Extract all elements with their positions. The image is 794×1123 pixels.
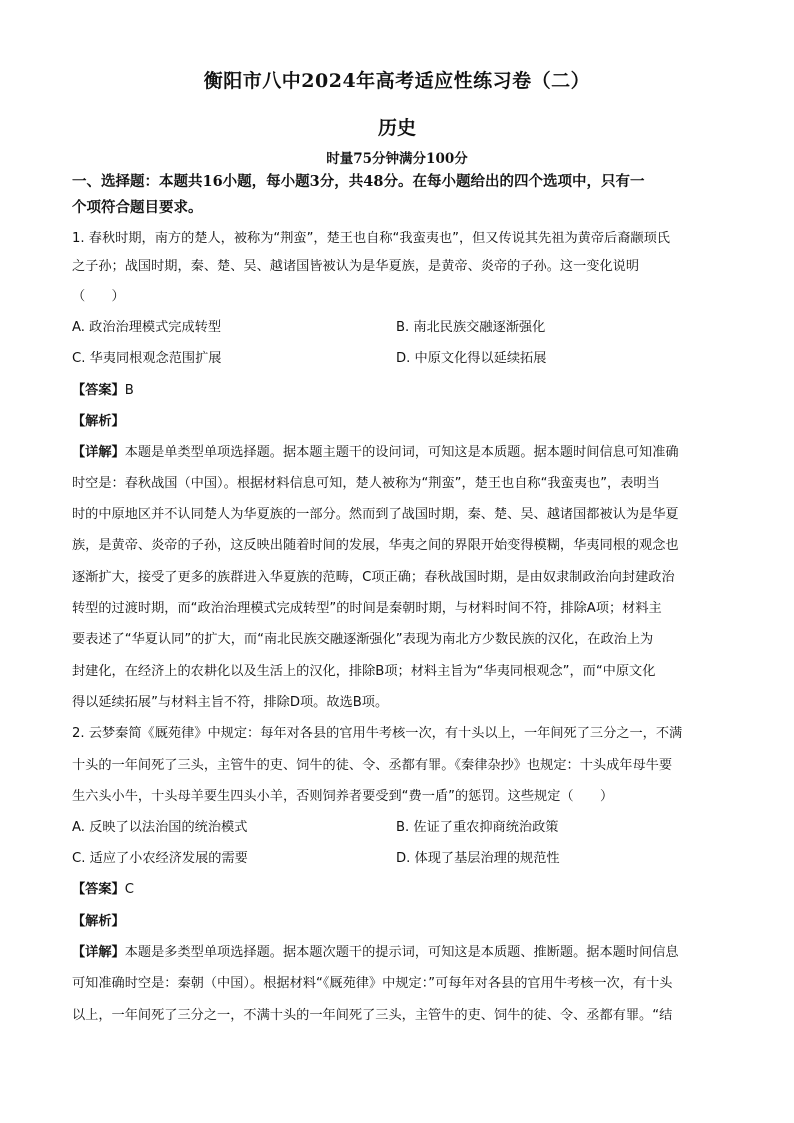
q1-detail-line-4: 族，是黄帝、炎帝的子孙，这反映出随着时间的发展，华夷之间的界限开始变得模糊，华夷同根的观念也 bbox=[72, 538, 679, 553]
q1-analysis-label: 【解析】 bbox=[72, 414, 125, 429]
q1-answer-label: 【答案】 bbox=[72, 383, 125, 398]
q2-option-d: D. 体现了基层治理的规范性 bbox=[396, 851, 560, 866]
subject-title: 历史 bbox=[377, 117, 416, 139]
section-heading-line-1: 一、选择题：本题共16小题，每小题3分，共48分。在每小题给出的四个选项中，只有一 bbox=[72, 173, 645, 190]
q2-stem-line-1: 2. 云梦秦简《厩苑律》中规定：每年对各县的官用牛考核一次，有十头以上，一年间死了三分之一，不满 bbox=[72, 726, 683, 741]
q1-stem-line-1: 1. 春秋时期，南方的楚人，被称为“荆蛮”，楚王也自称“我蛮夷也”，但又传说其先祖为黄帝后裔颛顼氏 bbox=[72, 231, 670, 246]
q2-answer bbox=[72, 874, 134, 905]
q1-detail-line-9: 得以延续拓展”与材料主旨不符，排除D项。故选B项。 bbox=[72, 695, 389, 710]
q2-detail-line-1: 【详解】本题是多类型单项选择题。据本题次题干的提示词，可知这是本质题、推断题。据本题时间信息 bbox=[72, 945, 679, 960]
q2-detail-label: 【详解】 bbox=[72, 945, 125, 960]
q1-detail-line-5: 逐渐扩大，接受了更多的族群进入华夏族的范畴，C项正确；春秋战国时期，是由奴隶制政治向封建政治 bbox=[72, 570, 675, 585]
section-heading-line-2: 个项符合题目要求。 bbox=[72, 199, 203, 216]
q1-analysis bbox=[72, 406, 125, 437]
q1-detail-line-7: 要表述了“华夏认同”的扩大，而“南北民族交融逐渐强化”表现为南北方少数民族的汉化，在政治上为 bbox=[72, 632, 654, 647]
q1-detail-line-1: 【详解】本题是单类型单项选择题。据本题主题干的设问词，可知这是本质题。据本题时间信息可知准确 bbox=[72, 445, 679, 460]
q2-option-a: A. 反映了以法治国的统治模式 bbox=[72, 820, 248, 835]
q2-stem-line-2: 十头的一年间死了三头，主管牛的吏、饲牛的徒、令、丞都有罪。《秦律杂抄》也规定：十头成年母牛要 bbox=[72, 758, 673, 773]
q1-detail-line-8: 封建化，在经济上的农耕化以及生活上的汉化，排除B项；材料主旨为“华夷同根观念”，而“中原文化 bbox=[72, 664, 656, 679]
q2-detail-line-2: 可知准确时空是：秦朝（中国）。根据材料“《厩苑律》中规定：”可每年对各县的官用牛考核一次，有十头 bbox=[72, 976, 673, 991]
q1-detail-line-2: 时空是：春秋战国（中国）。根据材料信息可知，楚人被称为“荆蛮”，楚王也自称“我蛮夷也”，表明当 bbox=[72, 476, 660, 491]
q1-option-a: A. 政治治理模式完成转型 bbox=[72, 320, 222, 335]
q1-detail-line-6: 转型的过渡时期，而“政治治理模式完成转型”的时间是秦朝时期，与材料时间不符，排除A项；材料主 bbox=[72, 601, 662, 616]
q2-stem-line-3: 生六头小牛，十头母羊要生四头小羊，否则饲养者要受到“费一盾”的惩罚。这些规定（ ） bbox=[72, 789, 614, 804]
q2-option-b: B. 佐证了重农抑商统治政策 bbox=[396, 820, 559, 835]
q1-answer-value: B bbox=[124, 383, 134, 398]
q2-detail-line-3: 以上，一年间死了三分之一，不满十头的一年间死了三头，主管牛的吏、饲牛的徒、令、丞都有罪。“结 bbox=[72, 1008, 673, 1023]
q2-answer-label: 【答案】 bbox=[72, 882, 125, 897]
q2-analysis bbox=[72, 906, 125, 937]
q1-detail-line-3: 时的中原地区并不认同楚人为华夏族的一部分。然而到了战国时期，秦、楚、吴、越诸国都被认为是华夏 bbox=[72, 507, 679, 522]
q1-stem-line-2: 之子孙；战国时期，秦、楚、吴、越诸国皆被认为是华夏族，是黄帝、炎帝的子孙。这一变化说明 bbox=[72, 259, 640, 274]
q1-option-c: C. 华夷同根观念范围扩展 bbox=[72, 351, 222, 366]
exam-title: 衡阳市八中2024年高考适应性练习卷（二） bbox=[203, 70, 591, 92]
q1-detail-label: 【详解】 bbox=[72, 445, 125, 460]
q1-option-d: D. 中原文化得以延续拓展 bbox=[396, 351, 547, 366]
exam-meta: 时量75分钟满分100分 bbox=[326, 151, 468, 167]
q1-answer bbox=[72, 375, 134, 406]
q1-stem-line-3: （ ） bbox=[72, 289, 125, 304]
q1-option-b: B. 南北民族交融逐渐强化 bbox=[396, 320, 546, 335]
q2-analysis-label: 【解析】 bbox=[72, 914, 125, 929]
q2-answer-value: C bbox=[124, 882, 134, 897]
q2-option-c: C. 适应了小农经济发展的需要 bbox=[72, 851, 248, 866]
